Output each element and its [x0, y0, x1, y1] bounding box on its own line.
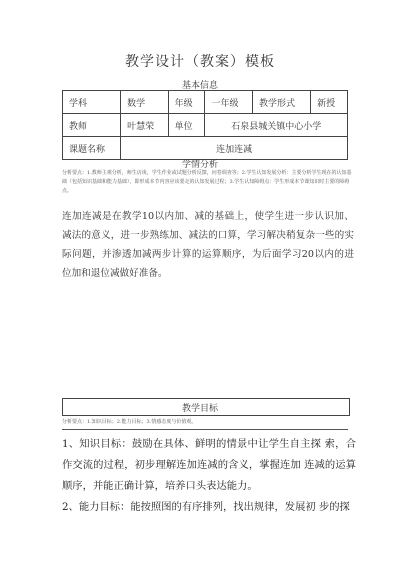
- table-cell: 教师: [63, 114, 121, 137]
- objective-item: 2、能力目标：能按照图的有序排列，找出规律，发展初 步的探: [62, 501, 350, 513]
- table-cell: 学科: [63, 91, 121, 114]
- basic-info-heading: 基本信息: [181, 81, 218, 91]
- table-row: [63, 91, 348, 114]
- table-cell: 年级: [168, 91, 205, 114]
- table-cell: 连加连减: [121, 137, 348, 160]
- table-cell: 叶慧荣: [121, 114, 169, 137]
- table-row: [63, 114, 348, 137]
- analysis-body: 连加连减是在教学10以内加、减的基础上，使学生进一步认识加、 减法的意义，进一步熟练加、减法的口算，学习解决稍复杂一些的实 际问题，并渗透加减两步计算的运算顺序，为后面学习20以内的进 位加和退位减做好准备。: [62, 211, 354, 279]
- analysis-guide: 分析要点：1.教师主观分析，师生访谈，学生作业或试题分析反馈，问卷调查等；2.学生认知发展分析：主要分析学生现在的认知基础（包括知识基础和能力基础），即形成本节内容应该要走的认知发展过程；3.学生认知障碍点：学生形成本节课知识时主要的障碍点。: [62, 170, 352, 194]
- objectives-guide: 分析要点：1.知识目标；2.能力目标；3.情感态度与价值观。: [62, 419, 197, 425]
- analysis-heading: 学情分析: [181, 160, 218, 170]
- table-cell: 单位: [168, 114, 205, 137]
- table-cell: 课题名称: [63, 137, 121, 160]
- table-cell: 石泉县城关镇中心小学: [205, 114, 348, 137]
- table-cell: 新授: [311, 91, 348, 114]
- basic-info-table: [62, 90, 348, 160]
- divider: [62, 429, 348, 430]
- document-title: 教学设计（教案）模板: [125, 54, 275, 70]
- table-cell: 一年级: [205, 91, 253, 114]
- table-cell: 数学: [121, 91, 169, 114]
- table-cell: 教学形式: [252, 91, 310, 114]
- objectives-heading: 教学目标: [181, 404, 218, 414]
- objective-item: 1、知识目标：鼓励在具体、鲜明的情景中让学生自主探 索，合作交流的过程，初步理解连加连减的含义，掌握连加 连减的运算顺序，并能正确计算，培养口头表达能力。: [62, 438, 356, 492]
